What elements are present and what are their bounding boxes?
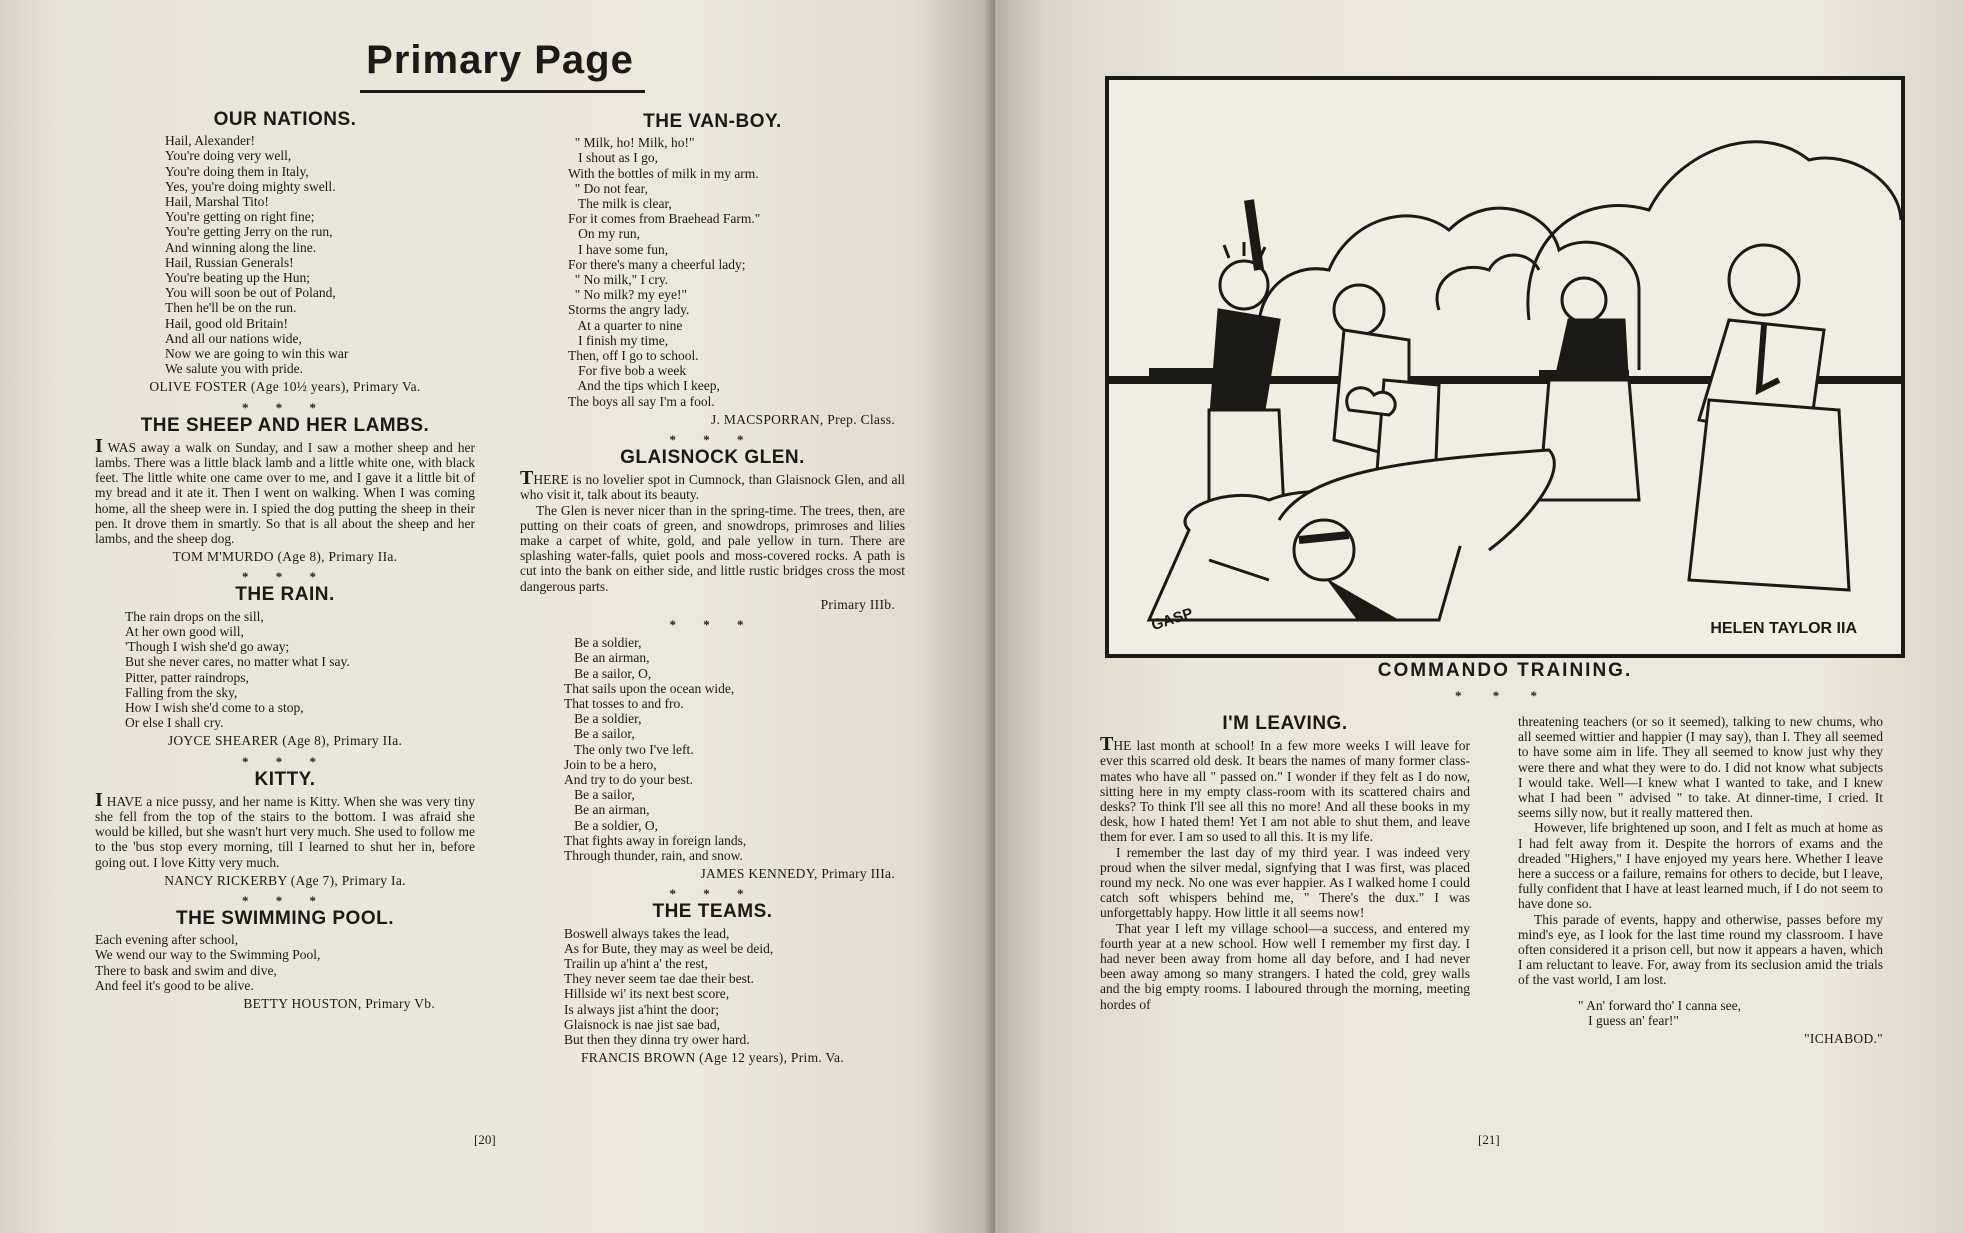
separator: * * *	[242, 753, 328, 769]
poem-our-nations: Hail, Alexander! You're doing very well, You're doing them in Italy, Yes, you're doing mighty swell. Hail, Marshal Tito! You're getting on right fine; You're getting Jerry on the run, And winning along the line. Hail, Russian Generals! You're beating up the Hun; You will soon be out of Poland, Then he'll be on the run. Hail, good old Britain! And all our nations wide, Now we are going to win this war We salute you with pride.	[165, 133, 349, 377]
author-swimming-pool: BETTY HOUSTON, Primary Vb.	[243, 995, 435, 1011]
leaving-column-2	[1518, 714, 1883, 1052]
separator: * * *	[669, 617, 756, 633]
author-our-nations: OLIVE FOSTER (Age 10½ years), Primary Va.	[149, 379, 421, 395]
separator: * * *	[1455, 688, 1551, 703]
author-van-boy: J. MACSPORRAN, Prep. Class.	[710, 411, 895, 427]
author-teams: FRANCIS BROWN (Age 12 years), Prim. Va.	[580, 1050, 845, 1066]
cartoon-caption: COMMANDO TRAINING.	[1377, 660, 1633, 681]
cartoon-drawing	[1109, 80, 1901, 654]
leaving-column-1	[1100, 712, 1470, 1012]
cartoon-artist-credit: HELEN TAYLOR IIA	[1710, 620, 1857, 637]
leaving-paragraph-6: This parade of events, happy and otherwise, passes before my mind's eye, as I look for the last time round my classroom. I have often considered it a prison cell, but now it appears a haven, which I am reluctant to leave. For, away from its seclusion amid the trials of the vast world, I am lost.	[1518, 911, 1883, 988]
author-be-a-soldier: JAMES KENNEDY, Primary IIIa.	[700, 866, 895, 882]
cartoon-speech-text: GASP	[1149, 604, 1196, 635]
heading-van-boy: THE VAN-BOY.	[643, 111, 782, 132]
heading-swimming-pool: THE SWIMMING POOL.	[176, 907, 394, 929]
separator: * * *	[669, 886, 756, 902]
leaving-paragraph-3: That year I left my village school—a success, and entered my fourth year at a new school. How well I remember my first day. I had never been away from home all day before, and I had never been away among so many strangers. I hated the cold, grey walls and the big empty rooms. I laboured through the morning, meeting hordes of	[1100, 920, 1470, 1012]
author-im-leaving: "ICHABOD."	[1804, 1031, 1883, 1047]
heading-sheep: THE SHEEP AND HER LAMBS.	[140, 414, 430, 436]
separator: * * *	[242, 569, 328, 585]
masthead-title: Primary Page	[366, 38, 634, 82]
poem-teams: Boswell always takes the lead, As for Bute, they may as weel be deid, Trailin up a'hint a' the rest, They never seem tae dae their best. Hillside wi' its next best score, Is always jist a'hint the door; Glaisnock is nae jist sae bad, But then they dinna try ower hard.	[564, 925, 774, 1047]
leaving-closing-quote: " An' forward tho' I canna see, I guess an' fear!"	[1578, 997, 1741, 1028]
author-rain: JOYCE SHEARER (Age 8), Primary IIa.	[167, 733, 403, 749]
leaving-paragraph-2: I remember the last day of my third year. I was indeed very proud when the silver medal, signfying that I was first, was placed round my neck. No one was ever happier. As I walked home I could catch soft whispers behind me, " There's the dux." I was unforgettably happy. How little it all seems now!	[1100, 844, 1470, 921]
author-sheep: TOM M'MURDO (Age 8), Primary IIa.	[172, 549, 398, 565]
cartoon-illustration	[1105, 76, 1905, 658]
heading-im-leaving: I'M LEAVING.	[1222, 713, 1348, 734]
poem-swimming-pool: Each evening after school, We wend our way to the Swimming Pool, There to bask and swim and dive, And feel it's good to be alive.	[95, 932, 321, 993]
story-sheep: I WAS away a walk on Sunday, and I saw a mother sheep and her lambs. There was a little black lamb and a little white one, with black feet. The little white one came over to me, and I gave it a little bit of my bread and it ate it. Then I went on walking. When I was coming home, all the sheep were in. I spied the dog putting the sheep in their pen. It drove them in smartly. So that is all about the sheep and her lambs, and the sheep dog.	[95, 434, 475, 547]
page-number-right: [21]	[1478, 1132, 1500, 1147]
separator: * * *	[669, 432, 756, 448]
poem-rain: The rain drops on the sill, At her own good will, 'Though I wish she'd go away; But she never cares, no matter what I say. Pitter, patter raindrops, Falling from the sky, How I wish she'd come to a stop, Or else I shall cry.	[125, 608, 350, 731]
heading-teams: THE TEAMS.	[652, 901, 773, 923]
left-column	[95, 108, 475, 1017]
leaving-paragraph-1: THE last month at school! In a few more weeks I will leave for ever this scarred old desk. It bears the names of many former class-mates who have all " passed on." I wonder if they felt as I do now, sitting here in my empty class-room with its scattered chairs and desks? To think I'll see all this no more! And all these books in my desk, how I hated them! Yet I am not able to shut them, and leave them for ever. I am so used to all this. It is my life.	[1100, 733, 1470, 845]
author-glaisnock-glen: Primary IIIb.	[820, 596, 895, 612]
author-kitty: NANCY RICKERBY (Age 7), Primary Ia.	[164, 872, 406, 888]
glen-paragraph-2: The Glen is never nicer than in the spring-time. The trees, then, are putting on their coats of green, and snowdrops, primroses and lilies make a carpet of white, gold, and pale yellow in turn. There are splashing water-falls, quiet pools and moss-covered rocks. A path is cut into the bank on either side, and little rustic bridges cross the most dangerous parts.	[520, 502, 905, 594]
glen-paragraph-1: THERE is no lovelier spot in Cumnock, than Glaisnock Glen, and all who visit it, talk about its beauty.	[520, 467, 905, 503]
masthead-underline	[360, 90, 645, 93]
poem-van-boy: " Milk, ho! Milk, ho!" I shout as I go, With the bottles of milk in my arm. " Do not fear, The milk is clear, For it comes from Braehead Farm." On my run, I have some fun, For there's many a cheerful lady; " No milk," I cry. " No milk? my eye!" Storms the angry lady. At a quarter to nine I finish my time, Then, off I go to school. For five bob a week And the tips which I keep, The boys all say I'm a fool.	[568, 135, 761, 409]
story-kitty: I HAVE a nice pussy, and her name is Kitty. When she was very tiny she fell from the top of the stairs to the bottom. I was afraid she would be killed, but she wasn't hurt very much. She used to follow me to the 'bus stop every morning, till I learned to shut her in, before going out. I love Kitty very much.	[95, 788, 475, 870]
leaving-paragraph-4: threatening teachers (or so it seemed), talking to new chums, who all seemed wittier and happier (I may say), than I. They all seemed to have some aim in life. They all seemed to know just why they were there and what they were to do. I did not know what subjects I would take. Well—I knew what I wanted to take, and I knew what I had been " advised " to take. At dinner-time, I cried. It seems silly now, but it really mattered then.	[1518, 714, 1883, 821]
heading-our-nations: OUR NATIONS.	[213, 109, 357, 130]
separator: * * *	[242, 892, 328, 908]
leaving-paragraph-5: However, life brightened up soon, and I felt as much at home as I had felt away from it. Despite the horrors of exams and the dreaded "Highers," I have enjoyed my years here. Whether I leave here a success or a failure, remains for others to decide, but I leave, fully confident that I have at least learned much, if I do not seem to have done so.	[1518, 820, 1883, 912]
poem-be-a-soldier: Be a soldier, Be an airman, Be a sailor, O, That sails upon the ocean wide, That tosses to and fro. Be a soldier, Be a sailor, The only two I've left. Join to be a hero, And try to do your best. Be a sailor, Be an airman, Be a soldier, O, That fights away in foreign lands, Through thunder, rain, and snow.	[564, 635, 747, 863]
page-number-left: [20]	[474, 1132, 496, 1147]
heading-rain: THE RAIN.	[235, 584, 335, 606]
right-column-left-page	[520, 110, 905, 1071]
separator: * * *	[242, 399, 328, 415]
heading-kitty: KITTY.	[254, 768, 316, 790]
heading-glaisnock-glen: GLAISNOCK GLEN.	[620, 447, 805, 469]
